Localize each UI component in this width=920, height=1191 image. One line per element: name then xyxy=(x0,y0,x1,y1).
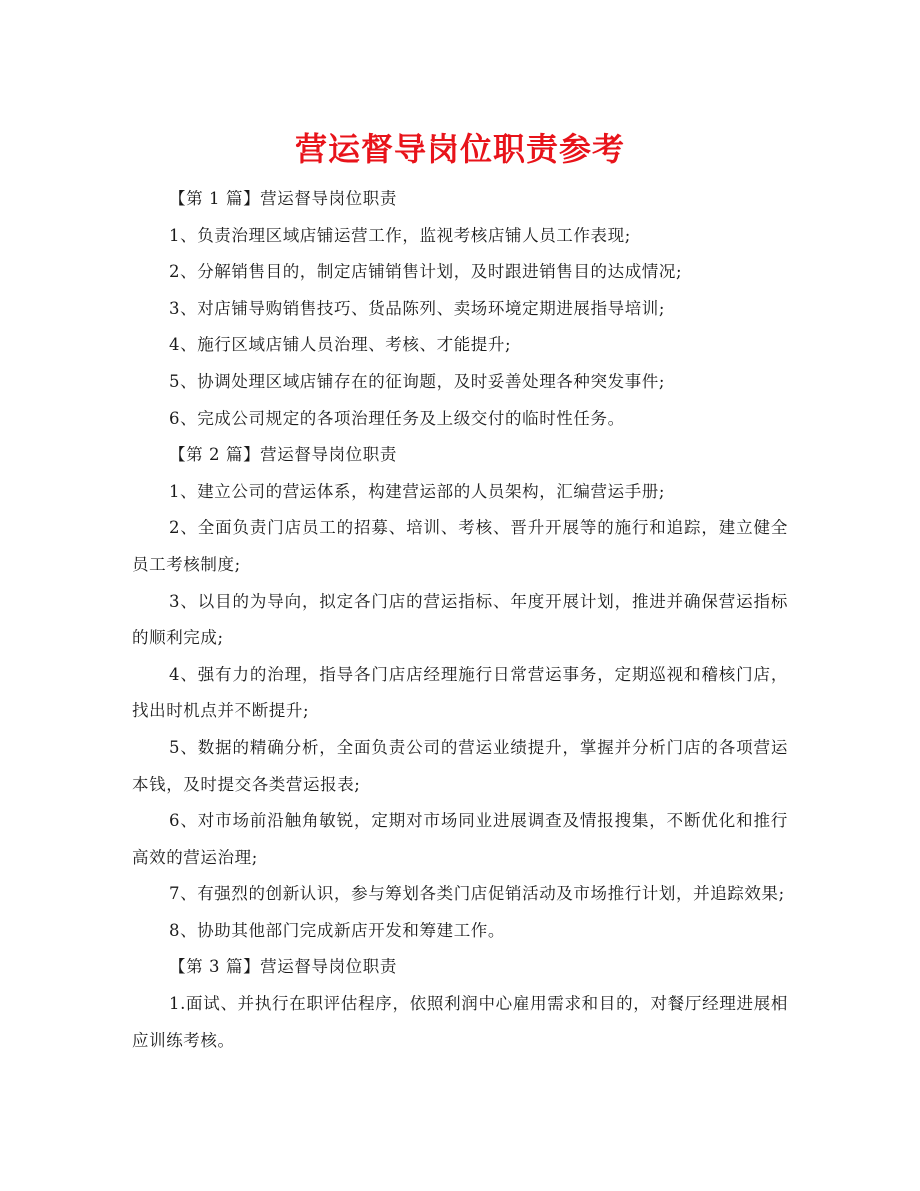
list-item: 6、完成公司规定的各项治理任务及上级交付的临时性任务。 xyxy=(169,408,625,428)
section-heading: 【第 3 篇】营运督导岗位职责 xyxy=(169,957,397,977)
list-item: 3、以目的为导向，拟定各门店的营运指标、年度开展计划，推进并确保营运指标的顺利完成; xyxy=(132,591,788,648)
list-item: 5、协调处理区域店铺存在的征询题，及时妥善处理各种突发事件; xyxy=(169,371,666,391)
list-item: 4、强有力的治理，指导各门店店经理施行日常营运事务，定期巡视和稽核门店，找出时机点并不断提升; xyxy=(132,664,788,721)
list-item: 1、建立公司的营运体系，构建营运部的人员架构，汇编营运手册; xyxy=(169,481,666,501)
list-item: 1.面试、并执行在职评估程序，依照利润中心雇用需求和目的，对餐厅经理进展相应训练考核。 xyxy=(132,994,788,1050)
list-item: 8、协助其他部门完成新店开发和筹建工作。 xyxy=(169,920,505,940)
list-item: 2、分解销售目的，制定店铺销售计划，及时跟进销售目的达成情况; xyxy=(169,262,683,282)
section-heading: 【第 2 篇】营运督导岗位职责 xyxy=(169,445,397,465)
section-1 xyxy=(132,181,788,437)
list-item: 7、有强烈的创新认识，参与筹划各类门店促销活动及市场推行计划，并追踪效果; xyxy=(169,884,785,904)
list-item: 5、数据的精确分析，全面负责公司的营运业绩提升，掌握并分析门店的各项营运本钱，及时提交各类营运报表; xyxy=(132,737,788,794)
list-item: 4、施行区域店铺人员治理、考核、才能提升; xyxy=(169,335,512,355)
list-item: 1、负责治理区域店铺运营工作，监视考核店铺人员工作表现; xyxy=(169,225,631,245)
section-3 xyxy=(132,949,788,1059)
list-item: 2、全面负责门店员工的招募、培训、考核、晋升开展等的施行和追踪，建立健全员工考核制度; xyxy=(132,518,788,574)
list-item: 6、对市场前沿触角敏锐，定期对市场同业进展调查及情报搜集，不断优化和推行高效的营运治理; xyxy=(132,811,788,867)
section-2 xyxy=(132,437,788,949)
list-item: 3、对店铺导购销售技巧、货品陈列、卖场环境定期进展指导培训; xyxy=(169,298,666,318)
document-title: 营运督导岗位职责参考 xyxy=(294,130,625,168)
section-heading: 【第 1 篇】营运督导岗位职责 xyxy=(169,189,397,208)
